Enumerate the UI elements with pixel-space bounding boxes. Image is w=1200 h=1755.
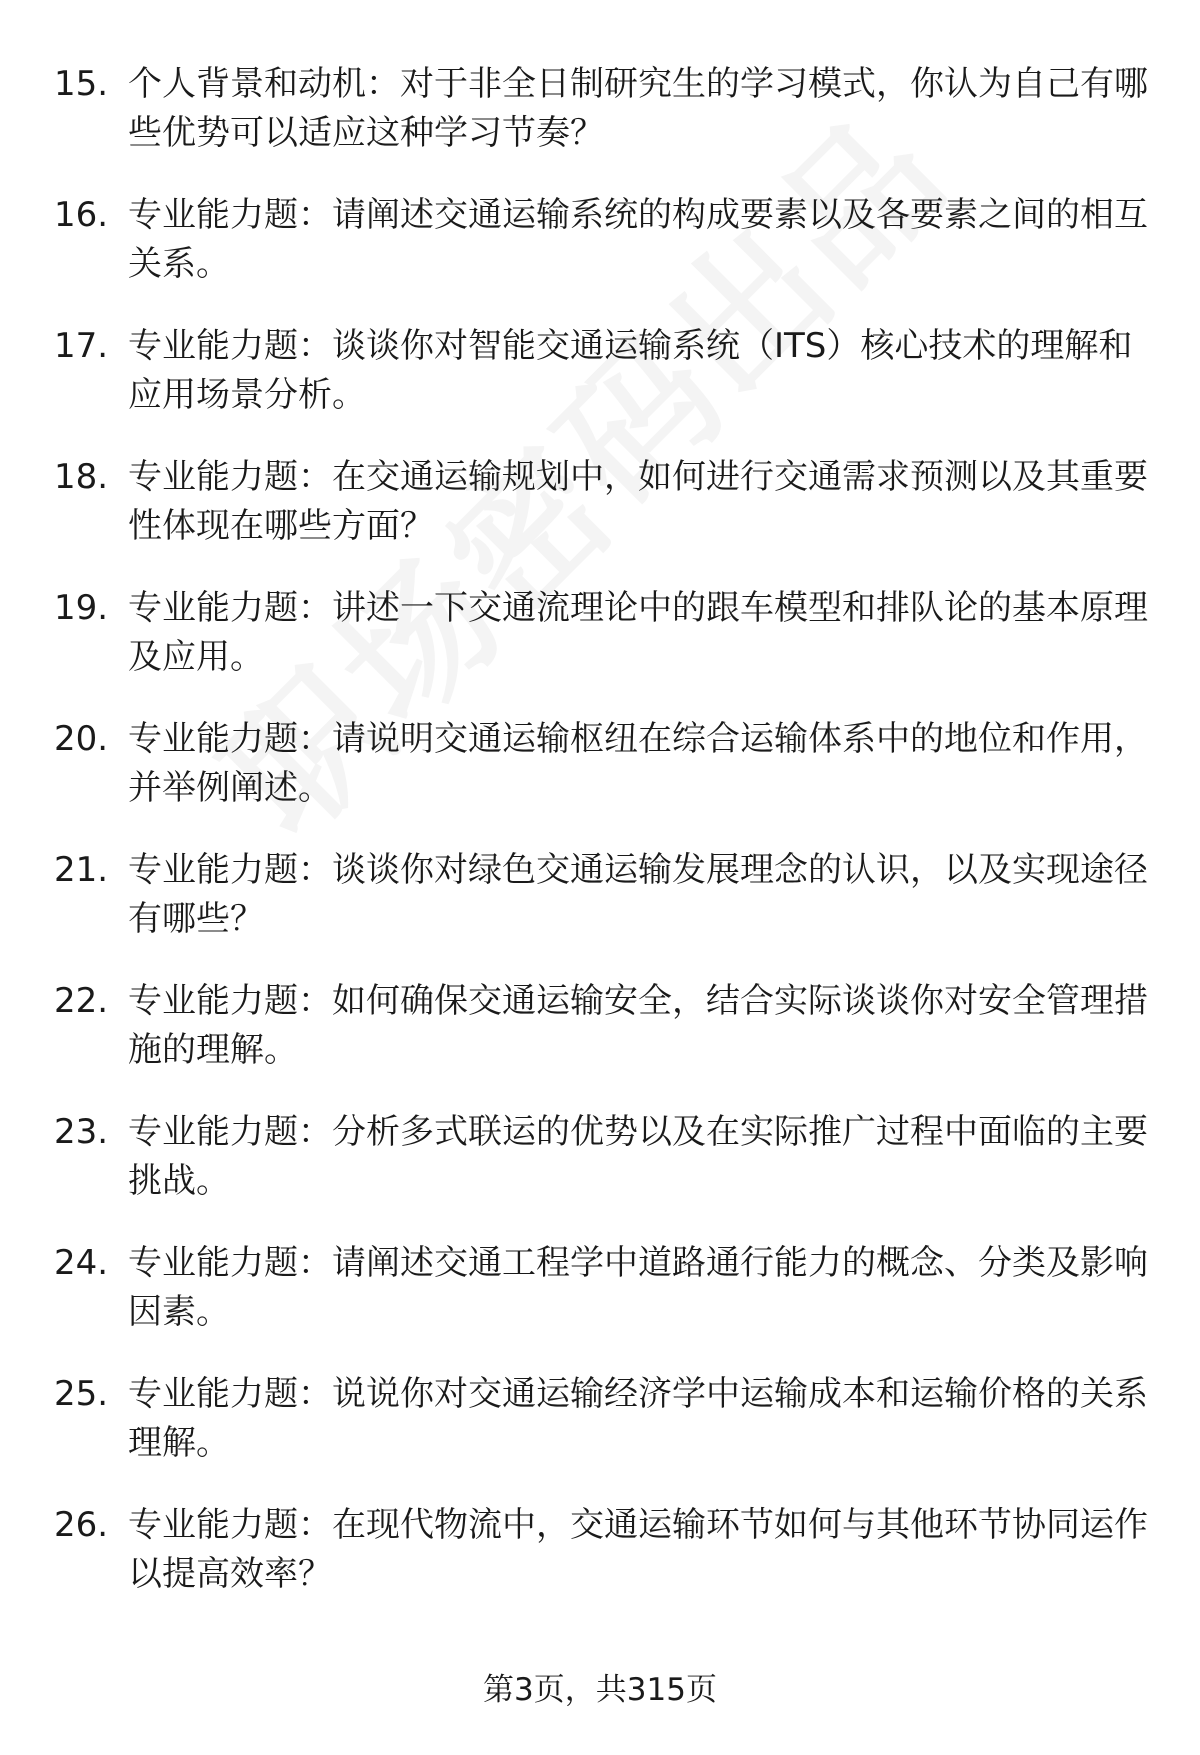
question-text: 专业能力题：谈谈你对绿色交通运输发展理念的认识，以及实现途径有哪些？ [128,850,1148,939]
question-text: 专业能力题：如何确保交通运输安全，结合实际谈谈你对安全管理措施的理解。 [128,981,1148,1070]
question-number: 22. [54,981,109,1021]
question-item [0,1108,1200,1239]
question-number: 26. [54,1505,109,1545]
question-text: 专业能力题：分析多式联运的优势以及在实际推广过程中面临的主要挑战。 [128,1112,1148,1201]
question-text: 个人背景和动机：对于非全日制研究生的学习模式，你认为自己有哪些优势可以适应这种学习节奏？ [128,64,1148,153]
question-item [0,60,1200,191]
question-number: 20. [54,719,109,759]
question-text: 专业能力题：在交通运输规划中，如何进行交通需求预测以及其重要性体现在哪些方面？ [128,457,1148,546]
question-number: 23. [54,1112,109,1152]
question-text: 专业能力题：请说明交通运输枢纽在综合运输体系中的地位和作用，并举例阐述。 [128,719,1148,808]
question-item [0,846,1200,977]
question-number: 16. [54,195,109,235]
question-text: 专业能力题：请阐述交通工程学中道路通行能力的概念、分类及影响因素。 [128,1243,1148,1332]
page-footer [0,1670,1200,1710]
question-text: 专业能力题：谈谈你对智能交通运输系统（ITS）核心技术的理解和应用场景分析。 [128,326,1133,415]
question-text: 专业能力题：讲述一下交通流理论中的跟车模型和排队论的基本原理及应用。 [128,588,1148,677]
question-number: 25. [54,1374,109,1414]
question-item [0,977,1200,1108]
question-text: 专业能力题：说说你对交通运输经济学中运输成本和运输价格的关系理解。 [128,1374,1148,1463]
question-number: 18. [54,457,109,497]
question-number: 17. [54,326,109,366]
question-item [0,453,1200,584]
question-item [0,715,1200,846]
question-item [0,1501,1200,1632]
question-item [0,1370,1200,1501]
question-item [0,191,1200,322]
page-number-label: 第3页，共315页 [483,1672,717,1708]
question-text: 专业能力题：请阐述交通运输系统的构成要素以及各要素之间的相互关系。 [128,195,1148,284]
question-number: 21. [54,850,109,890]
question-text: 专业能力题：在现代物流中，交通运输环节如何与其他环节协同运作以提高效率？ [128,1505,1148,1594]
question-number: 15. [54,64,109,104]
question-item [0,322,1200,453]
question-number: 19. [54,588,109,628]
question-number: 24. [54,1243,109,1283]
question-item [0,584,1200,715]
question-item [0,1239,1200,1370]
question-list [0,60,1200,1632]
